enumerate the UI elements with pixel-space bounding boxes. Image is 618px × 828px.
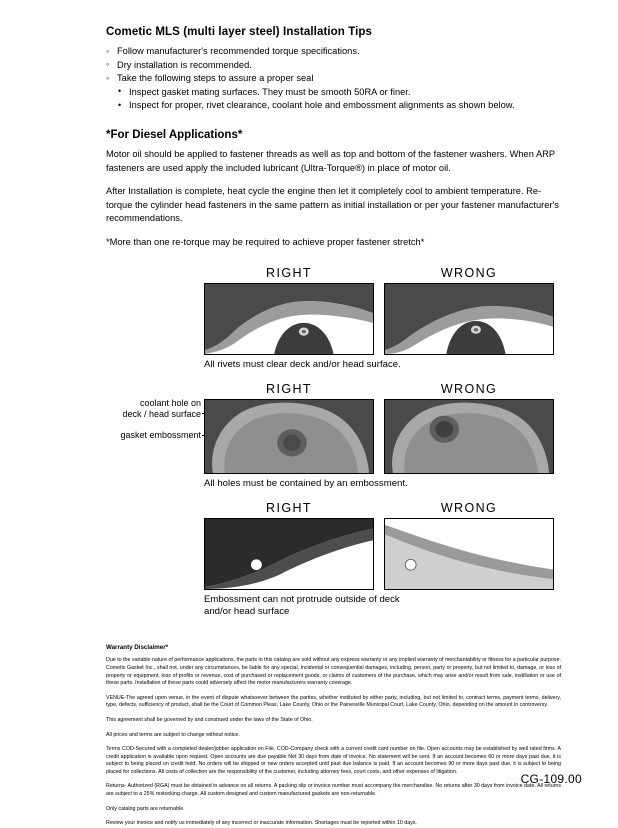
figure-embossment-wrong (384, 501, 554, 590)
list-item (106, 72, 584, 113)
figure-caption-embossment: Embossment can not protrude outside of deck and/or head surface (204, 593, 400, 617)
warranty-heading: Warranty Disclaimer* (106, 644, 169, 652)
figure-image-embossment-wrong (384, 518, 554, 590)
figure-embossment-right (204, 501, 374, 590)
warranty-paragraph: All prices and terms are subject to change without notice. (106, 731, 240, 738)
warranty-section (106, 644, 561, 828)
document-number: CG-109.00 (520, 772, 582, 786)
list-item: • Inspect for proper, rivet clearance, coolant hole and embossment alignments as shown below. (117, 99, 584, 113)
embossment-right-illustration (205, 519, 373, 589)
figure-row-holes-wrapper (34, 382, 584, 474)
list-item: • Inspect gasket mating surfaces. They must be smooth 50RA or finer. (117, 86, 584, 100)
figure-rivets-wrong (384, 266, 554, 355)
figure-label-wrong: WRONG (440, 500, 498, 515)
diesel-paragraph-1: Motor oil should be applied to fastener threads as well as top and bottom of the fastener washers. When ARP fasteners are used apply the included lubricant (Ultra-Torque®) in place of motor oil. (106, 148, 555, 173)
figure-holes-right (204, 382, 374, 474)
installation-tips-list (106, 45, 584, 113)
figure-row-holes (204, 382, 584, 474)
rivets-wrong-illustration (385, 284, 553, 354)
callout-coolant-hole: coolant hole on deck / head surface (122, 397, 201, 420)
warranty-paragraph: VENUE-The agreed upon venue, in the event of dispute whatsoever between the parties, whether instituted by either party, including, but not limited to, contract terms, payment terms, delivery, type, defects, sufficiency of product, shall be the Court of Common Pleas, Lake County, Ohio or the Painesville Municipal Court, Lake County, Ohio, depending on the amount in controversy. (106, 694, 561, 709)
figure-label-right: RIGHT (266, 265, 312, 280)
figure-holes-wrong (384, 382, 554, 474)
figure-image-rivets-right (204, 283, 374, 355)
figure-label-wrong: WRONG (440, 265, 498, 280)
figures-section (34, 266, 584, 619)
figure-image-embossment-right (204, 518, 374, 590)
warranty-paragraph: Terms COD-Secured with a completed dealer/jobber application on File, COD-Company check with a current credit card number on file. Open accounts may be established by well rated firms. A credit application is available upon request. Open accounts are due payable Net 30 days from date of invoice. No statement will be sent. If an account becomes 60 or more days past due, it is subject to being placed on credit hold. No orders will be shipped or new orders accepted until past due balance is paid. If an account becomes 90 or more days past due, it is subject to being placed for collections. All costs of collection are the responsibility of the customer, including attorney fees, court costs, and other expenses of litigation. (106, 746, 561, 775)
diesel-paragraph-2: After Installation is complete, heat cycle the engine then let it completely cool to ambient temperature. Re-torque the cylinder head fasteners in the same pattern as initial installation or per your fastener manufacturer's recommendations. (106, 186, 559, 224)
figure-caption-holes: All holes must be contained by an embossment. (204, 477, 408, 489)
list-item: ◦ Dry installation is recommended. (106, 59, 584, 73)
figure-label-right: RIGHT (266, 381, 312, 396)
figure-row-embossment (204, 501, 584, 590)
installation-sub-list (117, 86, 584, 113)
figure-label-wrong: WRONG (440, 381, 498, 396)
figure-row-rivets (204, 266, 584, 355)
callout-gasket-embossment: gasket embossment (120, 429, 201, 440)
holes-wrong-illustration (385, 400, 553, 473)
warranty-paragraph: Returns- Authorized (RGA) must be obtained in advance on all returns. A packing slip or invoice number must accompany the merchandise. No returns after 30 days from invoice date. All returns are subject to a 25% restocking charge. All custom designed and custom manufactured gaskets are non-returnable. (106, 783, 561, 798)
page-title: Cometic MLS (multi layer steel) Installation Tips (106, 26, 373, 38)
figure-caption-rivets: All rivets must clear deck and/or head surface. (204, 358, 401, 370)
embossment-wrong-illustration (385, 519, 553, 589)
warranty-paragraph: This agreement shall be governed by and construed under the laws of the State of Ohio. (106, 716, 313, 723)
figure-image-rivets-wrong (384, 283, 554, 355)
warranty-paragraph: Only catalog parts are returnable. (106, 805, 185, 812)
figure-image-holes-wrong (384, 399, 554, 474)
warranty-paragraph: Review your invoice and notify us immediately of any incorrect or inaccurate information. Shortages must be reported within 10 days. (106, 820, 417, 827)
figure-label-right: RIGHT (266, 500, 312, 515)
holes-right-illustration (205, 400, 373, 473)
list-item-text: Take the following steps to assure a proper seal (117, 73, 314, 84)
list-item: ◦ Follow manufacturer's recommended torque specifications. (106, 45, 584, 59)
warranty-paragraph: Due to the variable nature of performance applications, the parts in this catalog are sold without any express warranty or any implied warranty of merchantability or fitness for a particular purpose. Cometic Gasket Inc., shall not, under any circumstances, be liable for any special, incidental or consequential damages, including, person, party or property, but not limited to, damage, or loss of property or equipment, loss of profits or revenue, cost of purchased or replacement goods, or claims of customers of the purchase, which may arise and/or result from sale, instillation or use of these parts. Installation of these parts could adversely affect the motor manufacturers warranty coverage. (106, 657, 561, 687)
diesel-section-heading: *For Diesel Applications* (106, 128, 243, 141)
diesel-paragraph-3: *More than one re-torque may be required to achieve proper fastener stretch* (106, 236, 425, 247)
figure-image-holes-right (204, 399, 374, 474)
rivets-right-illustration (205, 284, 373, 354)
figure-rivets-right (204, 266, 374, 355)
